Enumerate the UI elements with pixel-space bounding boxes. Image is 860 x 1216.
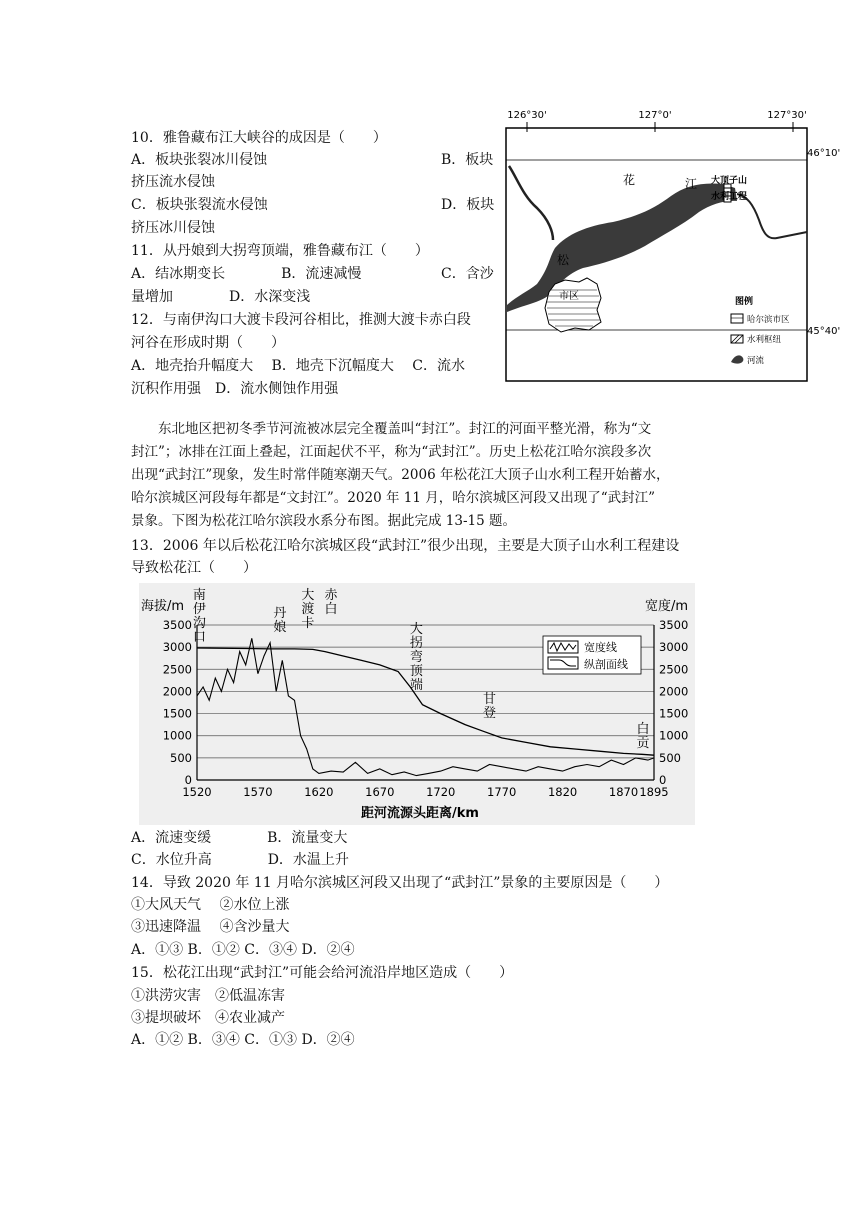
q10-option-a: A．板块张裂冰川侵蚀 [131,152,268,168]
q10-option-d-cont: 挤压冰川侵蚀 [131,220,215,236]
y-tick-label-right: 1000 [659,728,689,743]
place-label: 赤白 [324,588,338,617]
q10-option-b: B．板块 [441,152,494,168]
q14-options-34: ③迅速降温 ④含沙量大 [131,919,290,935]
legend-river-label: 河流 [747,356,765,366]
lon-label-2: 127°0' [638,110,672,121]
y-tick-label-right: 500 [659,750,681,765]
q10-option-d: D．板块 [441,197,495,213]
y-tick-label-right: 0 [659,773,667,787]
x-tick-label: 1770 [487,785,517,799]
place-label: 南伊沟口 [192,588,206,645]
q14-stem: 14．导致 2020 年 11 月哈尔滨城区河段又出现了“武封江”景象的主要原因是（ ） [131,875,669,891]
place-label: 白贡 [636,722,650,751]
passage-line-4: 哈尔滨城区河段每年都是“文封江”。2020 年 11 月，哈尔滨城区河段又出现了“武封江” [131,490,656,506]
x-tick-label: 1670 [365,785,395,799]
lon-label-3: 127°30' [767,110,807,121]
lat-label-2: 45°40' [807,326,841,337]
x-axis-label: 距河流源头距离/km [361,806,479,821]
legend-dam-swatch [731,335,743,343]
passage-line-5: 景象。下图为松花江哈尔滨段水系分布图。据此完成 13-15 题。 [131,513,516,529]
legend-profile-label: 纵剖面线 [584,658,628,671]
q15-options-12: ①洪涝灾害 ②低温冻害 [131,988,285,1004]
harbin-city-area [545,278,601,332]
x-tick-label: 1870 [608,785,639,799]
legend-city-swatch [731,314,743,323]
passage-line-2: 封江”；冰排在江面上叠起，江面起伏不平，称为“武封江”。历史上松花江哈尔滨段多次 [131,444,652,460]
q13-options-cd: C．水位升高 D．水温上升 [131,852,349,868]
place-label: 大拐弯顶端 [409,622,423,693]
legend-dam-label: 水利枢纽 [747,335,782,345]
q13-stem: 13．2006 年以后松花江哈尔滨城区段“武封江”很少出现，主要是大顶子山水利工程建设 [131,538,680,554]
x-ticks [182,785,668,799]
y-ticks-right [659,618,688,787]
passage-line-1: 东北地区把初冬季节河流被冰层完全覆盖叫“封江”。封江的河面平整光滑，称为“文 [131,421,652,437]
y-axis-label-left: 海拔/m [141,599,185,614]
y-tick-label-left: 3500 [162,618,192,632]
legend-profile-swatch [548,657,578,669]
y-tick-label-left: 1500 [162,706,192,721]
y-tick-label-left: 2500 [162,662,192,677]
y-tick-label-right: 3000 [659,640,689,655]
q15-answers: A．①② B．③④ C．①③ D．②④ [131,1032,355,1048]
river-label-song: 松 [557,253,570,267]
q11-stem: 11．从丹娘到大拐弯顶端，雅鲁藏布江（ ） [131,243,429,259]
lat-label-1: 46°10' [807,148,841,159]
q15-options-34: ③提坝破坏 ④农业减产 [131,1010,285,1026]
q11-options-ab: A．结冰期变长 B．流速减慢 [131,266,362,282]
q11-option-c-cont: 量增加 D．水深变浅 [131,289,311,305]
q11-option-c: C．含沙 [441,266,494,282]
y-tick-label-right: 1500 [659,706,689,721]
y-axis-label-right: 宽度/m [645,599,689,614]
y-tick-label-left: 1000 [162,728,192,743]
y-ticks-left [163,618,192,787]
x-tick-label: 1620 [304,785,334,799]
passage-line-3: 出现“武封江”现象，发生时常伴随寒潮天气。2006 年松花江大顶子山水利工程开始蓄水， [131,467,670,483]
project-label-1: 大顶子山 [711,176,748,186]
lon-label-1: 126°30' [507,110,547,121]
y-tick-label-left: 2000 [162,684,192,699]
y-tick-label-left: 0 [184,773,192,787]
x-tick-label: 1820 [547,785,578,799]
x-tick-label: 1720 [426,785,456,799]
x-tick-label: 1570 [243,785,273,799]
y-tick-label-right: 2000 [659,684,689,699]
legend-city-label: 哈尔滨市区 [747,315,790,325]
y-tick-label-right: 3500 [659,618,689,632]
q13-stem-cont: 导致松花江（ ） [131,560,257,576]
y-tick-label-right: 2500 [659,662,689,677]
q12-options: A．地壳抬升幅度大 B．地壳下沉幅度大 C．流水 [131,358,466,374]
river-label-hua: 花 [623,173,636,187]
q10-option-c: C．板块张裂流水侵蚀 [131,197,268,213]
place-label: 丹娘 [273,606,287,635]
q15-stem: 15．松花江出现“武封江”可能会给河流沿岸地区造成（ ） [131,965,514,981]
place-label: 甘登 [482,692,496,721]
legend-title: 图例 [735,297,754,307]
q12-stem-cont: 河谷在形成时期（ ） [131,335,285,351]
q12-options-cont: 沉积作用强 D．流水侧蚀作用强 [131,381,339,397]
project-label-2: 水利工程 [711,192,748,202]
y-tick-label-left: 3000 [162,640,192,655]
place-label: 大渡卡 [301,588,315,631]
q14-answers: A．①③ B．①② C．③④ D．②④ [131,942,355,958]
city-label: 市区 [559,291,579,302]
q10-stem: 10．雅鲁藏布江大峡谷的成因是（ ） [131,130,387,146]
q12-stem: 12．与南伊沟口大渡卡段河谷相比，推测大渡卡赤白段 [131,312,471,328]
river-label-jiang: 江 [685,177,698,191]
q14-options-12: ①大风天气 ②水位上涨 [131,897,290,913]
legend-width-label: 宽度线 [584,641,617,654]
river-profile-chart [139,583,695,825]
y-tick-label-left: 500 [170,750,192,765]
x-tick-label: 1520 [182,785,212,799]
q13-options-ab: A．流速变缓 B．流量变大 [131,830,348,846]
q10-option-b-cont: 挤压流水侵蚀 [131,174,215,190]
x-tick-label: 1895 [639,785,669,799]
harbin-river-map [505,108,841,383]
